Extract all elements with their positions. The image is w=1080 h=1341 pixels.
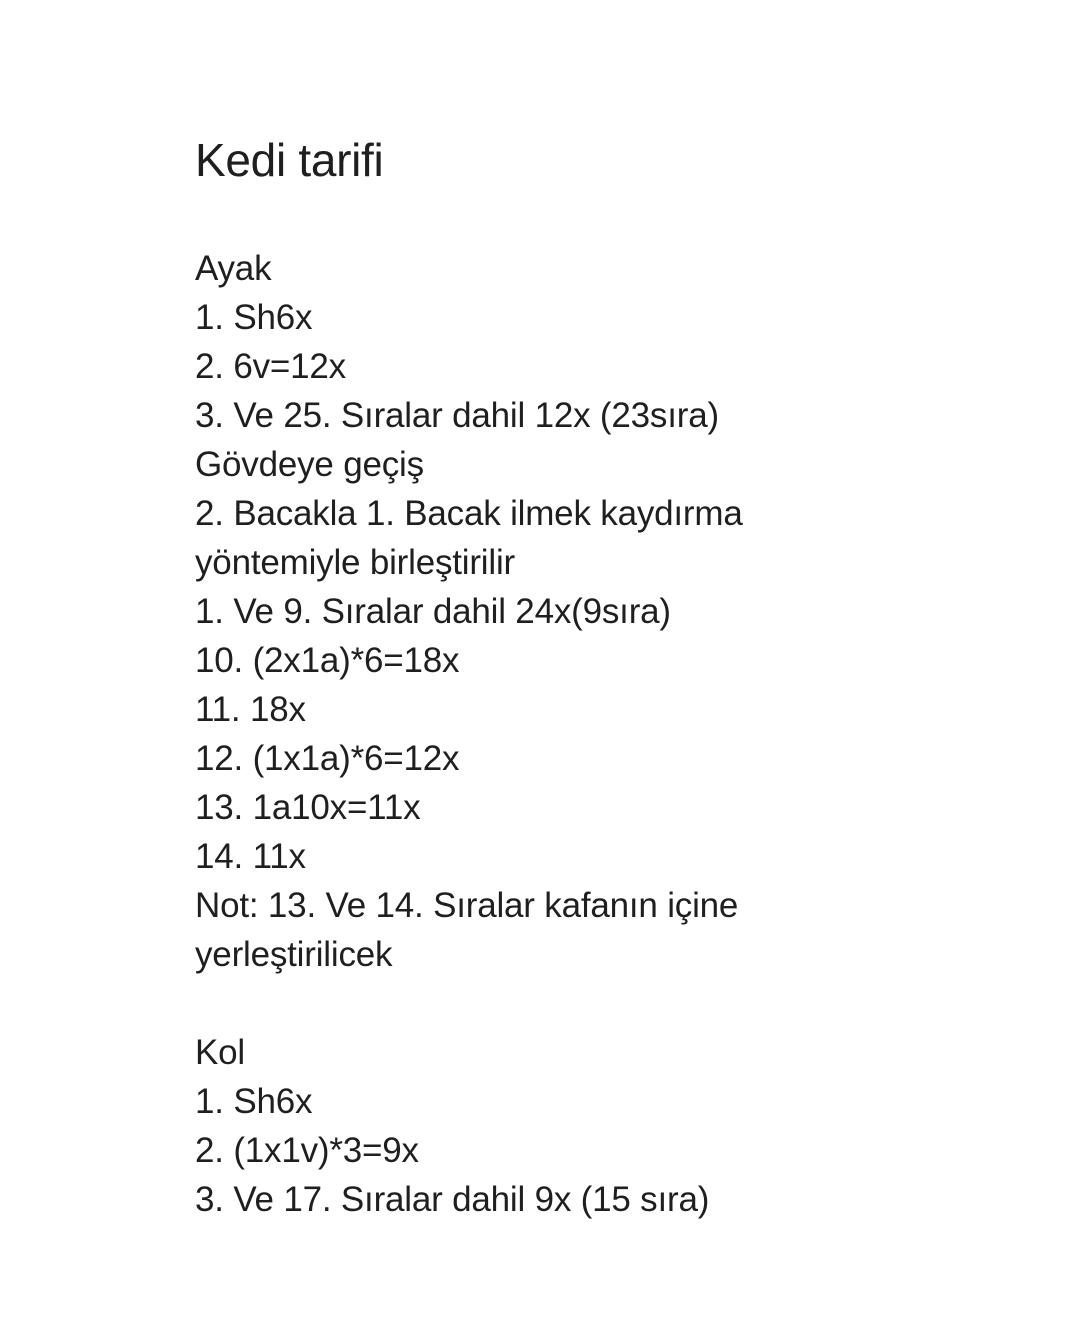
text-line: 10. (2x1a)*6=18x — [195, 641, 460, 680]
text-line: Not: 13. Ve 14. Sıralar kafanın içine — [195, 886, 739, 925]
text-line: 2. 6v=12x — [195, 347, 346, 386]
section-ayak — [195, 244, 1015, 979]
text-line: 1. Sh6x — [195, 298, 313, 337]
section-kol — [195, 1028, 1015, 1224]
text-line: 2. Bacakla 1. Bacak ilmek kaydırma — [195, 494, 743, 533]
section-heading: Ayak — [195, 249, 272, 288]
note-title: Kedi tarifi — [195, 134, 384, 186]
section-heading: Kol — [195, 1033, 245, 1072]
text-line: 11. 18x — [195, 690, 306, 729]
text-line: 3. Ve 17. Sıralar dahil 9x (15 sıra) — [195, 1180, 710, 1219]
note-body — [195, 132, 1015, 1224]
text-line: 12. (1x1a)*6=12x — [195, 739, 460, 778]
text-line: 1. Sh6x — [195, 1082, 313, 1121]
text-line: 2. (1x1v)*3=9x — [195, 1131, 419, 1170]
text-line: 14. 11x — [195, 837, 306, 876]
text-line: yöntemiyle birleştirilir — [195, 543, 515, 582]
text-line: 1. Ve 9. Sıralar dahil 24x(9sıra) — [195, 592, 671, 631]
text-line: Gövdeye geçiş — [195, 445, 424, 484]
text-line: 3. Ve 25. Sıralar dahil 12x (23sıra) — [195, 396, 719, 435]
text-line: yerleştirilicek — [195, 935, 393, 974]
text-line: 13. 1a10x=11x — [195, 788, 421, 827]
